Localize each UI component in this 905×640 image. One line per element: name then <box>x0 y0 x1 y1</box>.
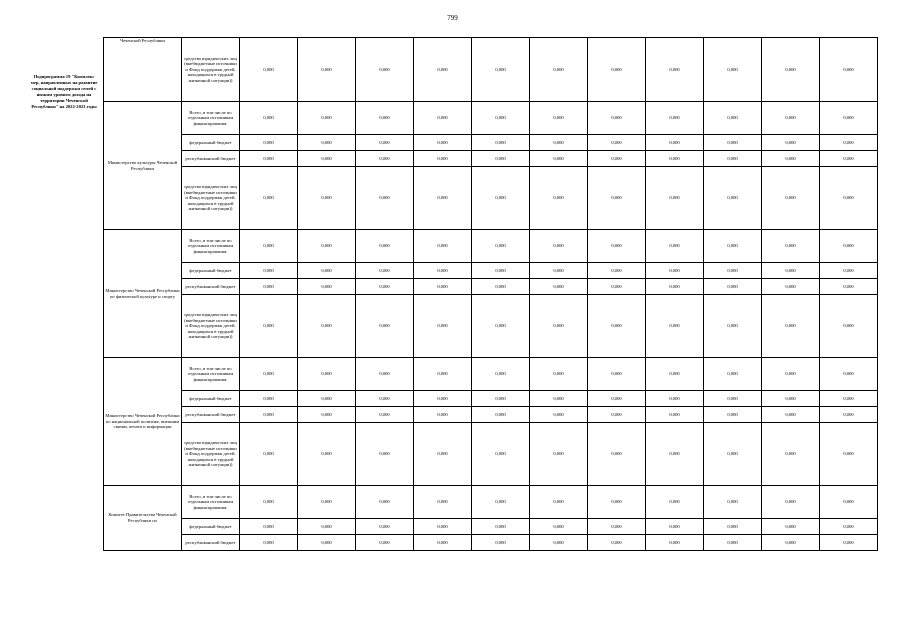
value-cell: 0,000 <box>240 279 298 295</box>
value-cell: 0,000 <box>704 519 762 535</box>
value-cell: 0,000 <box>414 295 472 358</box>
value-cell: 0,000 <box>356 407 414 423</box>
table-row <box>104 263 878 279</box>
value-cell: 0,000 <box>298 486 356 519</box>
value-cell: 0,000 <box>298 391 356 407</box>
table-row <box>104 486 878 519</box>
value-cell: 0,000 <box>472 38 530 102</box>
funding-source-cell: Всего, в том числе по отдельным источникам финансирования: <box>182 102 240 135</box>
value-cell: 0,000 <box>472 423 530 486</box>
value-cell: 0,000 <box>588 263 646 279</box>
value-cell: 0,000 <box>530 358 588 391</box>
funding-source-cell: республиканский бюджет <box>182 407 240 423</box>
value-cell: 0,000 <box>704 535 762 551</box>
value-cell: 0,000 <box>240 151 298 167</box>
value-cell: 0,000 <box>704 423 762 486</box>
value-cell: 0,000 <box>414 486 472 519</box>
value-cell: 0,000 <box>704 279 762 295</box>
value-cell: 0,000 <box>356 423 414 486</box>
value-cell: 0,000 <box>646 167 704 230</box>
funding-source-cell: средства юридических лиц (внебюджетные источники и Фонд поддержки детей, находящихся в трудной жизненной ситуации)) <box>182 38 240 102</box>
value-cell: 0,000 <box>762 151 820 167</box>
value-cell: 0,000 <box>240 407 298 423</box>
value-cell: 0,000 <box>472 391 530 407</box>
value-cell: 0,000 <box>356 263 414 279</box>
value-cell: 0,000 <box>530 135 588 151</box>
value-cell: 0,000 <box>762 102 820 135</box>
value-cell: 0,000 <box>472 358 530 391</box>
value-cell: 0,000 <box>820 519 878 535</box>
value-cell: 0,000 <box>298 263 356 279</box>
value-cell: 0,000 <box>588 151 646 167</box>
value-cell: 0,000 <box>298 519 356 535</box>
value-cell: 0,000 <box>762 535 820 551</box>
value-cell: 0,000 <box>414 535 472 551</box>
value-cell: 0,000 <box>530 263 588 279</box>
ministry-cell: Министерство Чеченской Республики по физической культуре и спорту <box>104 230 182 358</box>
value-cell: 0,000 <box>704 295 762 358</box>
value-cell: 0,000 <box>530 102 588 135</box>
value-cell: 0,000 <box>472 519 530 535</box>
value-cell: 0,000 <box>704 151 762 167</box>
value-cell: 0,000 <box>414 102 472 135</box>
funding-source-cell: Всего, в том числе по отдельным источникам финансирования: <box>182 358 240 391</box>
value-cell: 0,000 <box>588 230 646 263</box>
value-cell: 0,000 <box>588 102 646 135</box>
value-cell: 0,000 <box>414 407 472 423</box>
value-cell: 0,000 <box>414 423 472 486</box>
value-cell: 0,000 <box>588 407 646 423</box>
funding-source-cell: средства юридических лиц (внебюджетные источники и Фонд поддержки детей, находящихся в трудной жизненной ситуации)) <box>182 423 240 486</box>
value-cell: 0,000 <box>762 358 820 391</box>
value-cell: 0,000 <box>820 407 878 423</box>
value-cell: 0,000 <box>588 167 646 230</box>
value-cell: 0,000 <box>240 230 298 263</box>
table-row <box>104 295 878 358</box>
value-cell: 0,000 <box>356 358 414 391</box>
value-cell: 0,000 <box>414 519 472 535</box>
value-cell: 0,000 <box>762 279 820 295</box>
value-cell: 0,000 <box>298 295 356 358</box>
value-cell: 0,000 <box>240 535 298 551</box>
value-cell: 0,000 <box>646 102 704 135</box>
value-cell: 0,000 <box>298 407 356 423</box>
value-cell: 0,000 <box>762 391 820 407</box>
value-cell: 0,000 <box>704 358 762 391</box>
value-cell: 0,000 <box>704 135 762 151</box>
value-cell: 0,000 <box>646 486 704 519</box>
value-cell: 0,000 <box>530 295 588 358</box>
value-cell: 0,000 <box>762 167 820 230</box>
value-cell: 0,000 <box>704 167 762 230</box>
value-cell: 0,000 <box>704 486 762 519</box>
value-cell: 0,000 <box>762 407 820 423</box>
value-cell: 0,000 <box>356 135 414 151</box>
value-cell: 0,000 <box>414 391 472 407</box>
value-cell: 0,000 <box>472 263 530 279</box>
value-cell: 0,000 <box>472 295 530 358</box>
value-cell: 0,000 <box>356 535 414 551</box>
table-row <box>104 230 878 263</box>
value-cell: 0,000 <box>530 38 588 102</box>
value-cell: 0,000 <box>820 295 878 358</box>
value-cell: 0,000 <box>356 230 414 263</box>
value-cell: 0,000 <box>356 151 414 167</box>
value-cell: 0,000 <box>646 263 704 279</box>
value-cell: 0,000 <box>356 295 414 358</box>
value-cell: 0,000 <box>820 135 878 151</box>
value-cell: 0,000 <box>646 279 704 295</box>
value-cell: 0,000 <box>762 486 820 519</box>
value-cell: 0,000 <box>820 486 878 519</box>
value-cell: 0,000 <box>472 102 530 135</box>
ministry-cell: Чеченской Республики <box>104 38 182 102</box>
table-row <box>104 279 878 295</box>
value-cell: 0,000 <box>414 230 472 263</box>
funding-source-cell: республиканский бюджет <box>182 279 240 295</box>
value-cell: 0,000 <box>472 151 530 167</box>
value-cell: 0,000 <box>820 423 878 486</box>
value-cell: 0,000 <box>240 167 298 230</box>
value-cell: 0,000 <box>704 102 762 135</box>
value-cell: 0,000 <box>530 486 588 519</box>
value-cell: 0,000 <box>820 38 878 102</box>
value-cell: 0,000 <box>704 38 762 102</box>
ministry-cell: Комитет Правительства Чеченской Республики по <box>104 486 182 551</box>
value-cell: 0,000 <box>240 519 298 535</box>
value-cell: 0,000 <box>646 391 704 407</box>
value-cell: 0,000 <box>472 279 530 295</box>
value-cell: 0,000 <box>472 535 530 551</box>
value-cell: 0,000 <box>820 279 878 295</box>
funding-source-cell: федеральный бюджет <box>182 519 240 535</box>
funding-source-cell: федеральный бюджет <box>182 135 240 151</box>
value-cell: 0,000 <box>414 358 472 391</box>
value-cell: 0,000 <box>704 407 762 423</box>
value-cell: 0,000 <box>240 263 298 279</box>
value-cell: 0,000 <box>820 263 878 279</box>
value-cell: 0,000 <box>356 486 414 519</box>
value-cell: 0,000 <box>646 423 704 486</box>
value-cell: 0,000 <box>356 102 414 135</box>
value-cell: 0,000 <box>530 519 588 535</box>
value-cell: 0,000 <box>472 135 530 151</box>
table-row <box>104 151 878 167</box>
value-cell: 0,000 <box>298 230 356 263</box>
value-cell: 0,000 <box>530 535 588 551</box>
value-cell: 0,000 <box>240 391 298 407</box>
value-cell: 0,000 <box>588 279 646 295</box>
value-cell: 0,000 <box>646 295 704 358</box>
value-cell: 0,000 <box>414 167 472 230</box>
value-cell: 0,000 <box>356 519 414 535</box>
subprogram-label: Подпрограмма 19 "Комплекс мер, направленных на развитие социальной поддержки семей с низким уровнем дохода на территории Чеченской Республики" на 2022-2023 годы <box>30 74 98 109</box>
table-row <box>104 407 878 423</box>
value-cell: 0,000 <box>414 135 472 151</box>
value-cell: 0,000 <box>298 535 356 551</box>
value-cell: 0,000 <box>762 230 820 263</box>
value-cell: 0,000 <box>646 135 704 151</box>
value-cell: 0,000 <box>472 230 530 263</box>
value-cell: 0,000 <box>240 486 298 519</box>
value-cell: 0,000 <box>704 391 762 407</box>
funding-source-cell: средства юридических лиц (внебюджетные источники и Фонд поддержки детей, находящихся в трудной жизненной ситуации)) <box>182 167 240 230</box>
value-cell: 0,000 <box>472 407 530 423</box>
value-cell: 0,000 <box>298 151 356 167</box>
table-row <box>104 38 878 102</box>
value-cell: 0,000 <box>472 486 530 519</box>
value-cell: 0,000 <box>588 358 646 391</box>
value-cell: 0,000 <box>820 358 878 391</box>
value-cell: 0,000 <box>588 486 646 519</box>
value-cell: 0,000 <box>240 423 298 486</box>
value-cell: 0,000 <box>762 295 820 358</box>
value-cell: 0,000 <box>646 38 704 102</box>
funding-source-cell: республиканский бюджет <box>182 535 240 551</box>
value-cell: 0,000 <box>820 535 878 551</box>
value-cell: 0,000 <box>530 167 588 230</box>
value-cell: 0,000 <box>240 102 298 135</box>
funding-source-cell: федеральный бюджет <box>182 391 240 407</box>
value-cell: 0,000 <box>762 263 820 279</box>
value-cell: 0,000 <box>820 167 878 230</box>
value-cell: 0,000 <box>530 151 588 167</box>
value-cell: 0,000 <box>414 38 472 102</box>
value-cell: 0,000 <box>414 279 472 295</box>
value-cell: 0,000 <box>704 230 762 263</box>
value-cell: 0,000 <box>646 519 704 535</box>
value-cell: 0,000 <box>298 279 356 295</box>
value-cell: 0,000 <box>762 38 820 102</box>
ministry-cell: Министерство Чеченской Республики по национальной политике, внешним связям, печати и информации <box>104 358 182 486</box>
budget-table <box>103 37 878 551</box>
value-cell: 0,000 <box>298 358 356 391</box>
value-cell: 0,000 <box>414 263 472 279</box>
ministry-cell: Министерство культуры Чеченской Республики <box>104 102 182 230</box>
value-cell: 0,000 <box>704 263 762 279</box>
value-cell: 0,000 <box>588 391 646 407</box>
table-row <box>104 535 878 551</box>
value-cell: 0,000 <box>356 167 414 230</box>
value-cell: 0,000 <box>762 519 820 535</box>
value-cell: 0,000 <box>298 167 356 230</box>
table-row <box>104 167 878 230</box>
value-cell: 0,000 <box>588 38 646 102</box>
value-cell: 0,000 <box>298 102 356 135</box>
table-row <box>104 423 878 486</box>
value-cell: 0,000 <box>240 38 298 102</box>
value-cell: 0,000 <box>762 423 820 486</box>
value-cell: 0,000 <box>530 423 588 486</box>
value-cell: 0,000 <box>356 38 414 102</box>
value-cell: 0,000 <box>356 391 414 407</box>
value-cell: 0,000 <box>240 295 298 358</box>
funding-source-cell: средства юридических лиц (внебюджетные источники и Фонд поддержки детей, находящихся в трудной жизненной ситуации)) <box>182 295 240 358</box>
value-cell: 0,000 <box>588 295 646 358</box>
value-cell: 0,000 <box>472 167 530 230</box>
value-cell: 0,000 <box>298 423 356 486</box>
table-row <box>104 102 878 135</box>
value-cell: 0,000 <box>356 279 414 295</box>
value-cell: 0,000 <box>588 519 646 535</box>
funding-source-cell: республиканский бюджет <box>182 151 240 167</box>
value-cell: 0,000 <box>646 151 704 167</box>
funding-source-cell: Всего, в том числе по отдельным источникам финансирования: <box>182 230 240 263</box>
value-cell: 0,000 <box>240 135 298 151</box>
value-cell: 0,000 <box>588 135 646 151</box>
value-cell: 0,000 <box>240 358 298 391</box>
value-cell: 0,000 <box>530 279 588 295</box>
value-cell: 0,000 <box>414 151 472 167</box>
value-cell: 0,000 <box>588 423 646 486</box>
value-cell: 0,000 <box>820 151 878 167</box>
page-number: 799 <box>447 14 458 22</box>
value-cell: 0,000 <box>530 407 588 423</box>
value-cell: 0,000 <box>820 230 878 263</box>
table-row <box>104 135 878 151</box>
table-row <box>104 358 878 391</box>
value-cell: 0,000 <box>646 230 704 263</box>
value-cell: 0,000 <box>588 535 646 551</box>
table-row <box>104 519 878 535</box>
value-cell: 0,000 <box>646 358 704 391</box>
value-cell: 0,000 <box>820 102 878 135</box>
funding-source-cell: Всего, в том числе по отдельным источникам финансирования: <box>182 486 240 519</box>
value-cell: 0,000 <box>298 38 356 102</box>
funding-source-cell: федеральный бюджет <box>182 263 240 279</box>
value-cell: 0,000 <box>820 391 878 407</box>
value-cell: 0,000 <box>646 407 704 423</box>
value-cell: 0,000 <box>646 535 704 551</box>
value-cell: 0,000 <box>762 135 820 151</box>
value-cell: 0,000 <box>298 135 356 151</box>
value-cell: 0,000 <box>530 230 588 263</box>
table-row <box>104 391 878 407</box>
value-cell: 0,000 <box>530 391 588 407</box>
